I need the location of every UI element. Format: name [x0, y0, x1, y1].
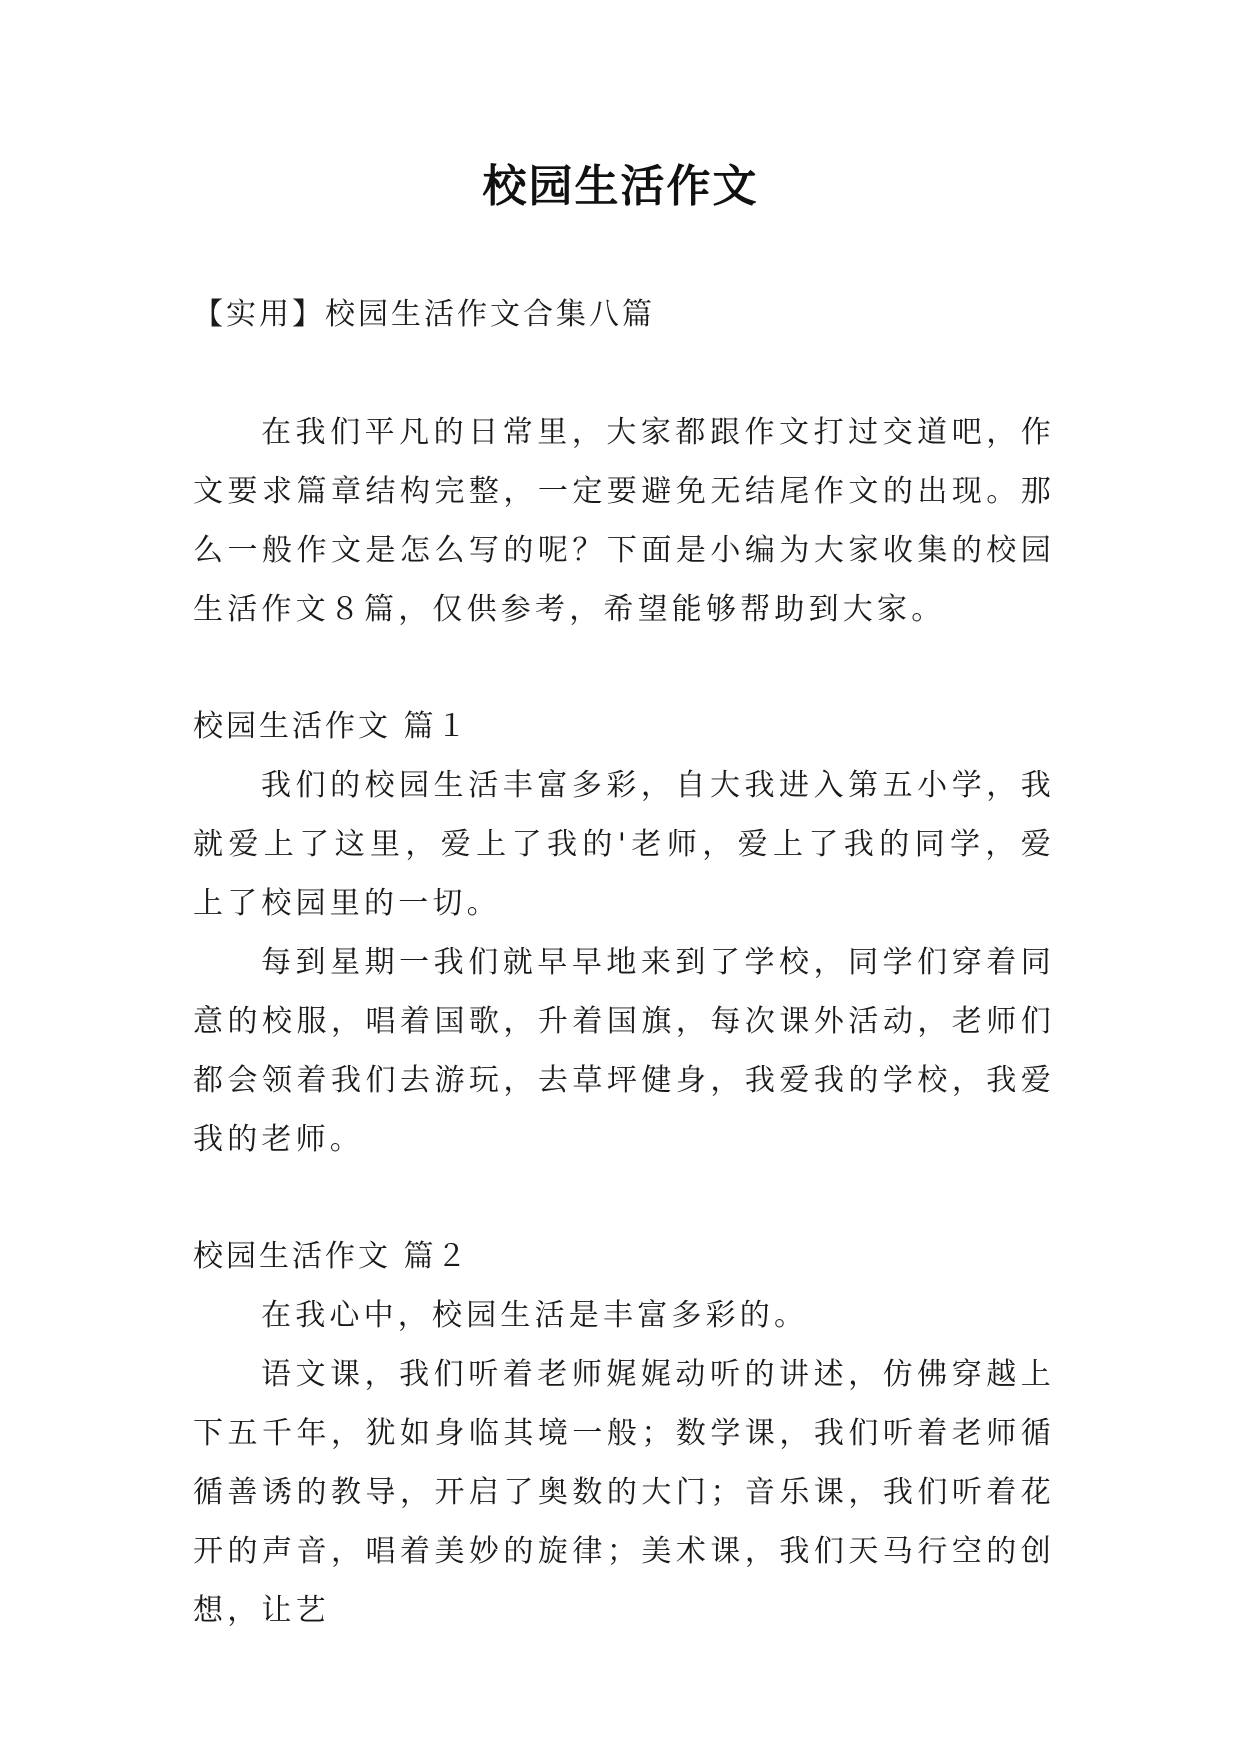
section-paragraph: 语文课，我们听着老师娓娓动听的讲述，仿佛穿越上下五千年，犹如身临其境一般；数学课，我们听着老师循循善诱的教导，开启了奥数的大门；音乐课，我们听着花开的声音，唱着美妙的旋律；美术课，我们天马行空的创想，让艺 — [193, 1357, 1055, 1628]
section-2 — [193, 1227, 1055, 1640]
section-heading: 校园生活作文 篇１ — [193, 709, 470, 744]
document-body — [193, 285, 1055, 1640]
document-title: 校园生活作文 — [482, 161, 759, 212]
document-subtitle: 【实用】校园生活作文合集八篇 — [193, 297, 655, 332]
intro-paragraph: 在我们平凡的日常里，大家都跟作文打过交道吧，作文要求篇章结构完整，一定要避免无结尾作文的出现。那么一般作文是怎么写的呢？下面是小编为大家收集的校园生活作文８篇，仅供参考，希望能够帮助到大家。 — [193, 415, 1055, 627]
section-paragraph: 我们的校园生活丰富多彩，自大我进入第五小学，我就爱上了这里，爱上了我的'老师，爱上了我的同学，爱上了校园里的一切。 — [193, 768, 1055, 921]
section-heading: 校园生活作文 篇２ — [193, 1239, 470, 1274]
section-paragraph: 在我心中，校园生活是丰富多彩的。 — [261, 1298, 809, 1333]
section-1 — [193, 697, 1055, 1169]
section-paragraph: 每到星期一我们就早早地来到了学校，同学们穿着同意的校服，唱着国歌，升着国旗，每次课外活动，老师们都会领着我们去游玩，去草坪健身，我爱我的学校，我爱我的老师。 — [193, 945, 1055, 1157]
